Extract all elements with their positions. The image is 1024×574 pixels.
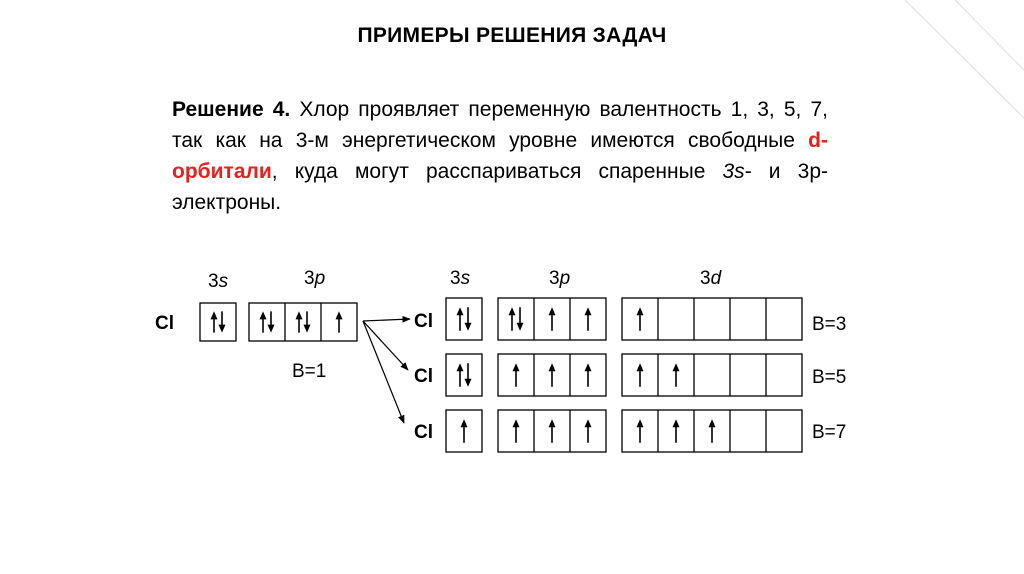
excited-1-3d-orbitals-electron-up-0 (637, 307, 644, 331)
solution-3s: 3s (722, 160, 745, 183)
excited-3-3p-orbitals-electron-up-2 (585, 419, 592, 443)
header-ground-3p: 3p (304, 268, 326, 289)
d-orbital-highlight: d-орбитали (172, 129, 828, 183)
excited-3-3d-orbitals-electron-up-0 (637, 419, 644, 443)
excited-3-3d-orbitals (622, 410, 802, 452)
ground-3s-orbitals-electron-up-0 (211, 311, 218, 332)
valence-excited-1: В=3 (812, 314, 847, 335)
valence-excited-2: В=5 (812, 367, 847, 388)
excited-2-3s-orbitals (446, 354, 482, 396)
solution-text-3: - и 3р-электроны. (172, 160, 828, 214)
excited-2-3p-orbitals-electron-up-2 (585, 363, 592, 387)
excited-2-3s-orbitals-electron-up-0 (457, 363, 464, 387)
valence-ground: В=1 (292, 361, 327, 382)
ground-3p-orbitals-electron-up-2 (336, 311, 343, 332)
excited-1-3s-orbitals-electron-down-0 (465, 307, 472, 331)
excited-1-3s-orbitals (446, 298, 482, 340)
excited-1-3p-orbitals-electron-up-2 (585, 307, 592, 331)
excited-1-3p-orbitals (498, 298, 606, 340)
excited-3-3p-orbitals (498, 410, 606, 452)
excited-3-3d-orbitals-electron-up-1 (673, 419, 680, 443)
ground-3s-orbitals (200, 303, 236, 341)
ground-3p-orbitals-electron-up-1 (296, 311, 303, 332)
header-ground-3s: 3s (208, 271, 229, 292)
transition-arrows (363, 319, 410, 423)
solution-label: Решение 4. (172, 98, 291, 121)
excited-2-3s-orbitals-electron-down-0 (465, 363, 472, 387)
element-label-excited-1: Cl (414, 311, 433, 332)
excited-2-3d-orbitals-electron-up-1 (673, 363, 680, 387)
excited-3-3d-orbitals-electron-up-2 (709, 419, 716, 443)
excited-1-3p-orbitals-electron-up-0 (509, 307, 516, 331)
excited-1-3p-orbitals-electron-down-0 (517, 307, 524, 331)
valence-excited-3: В=7 (812, 422, 847, 443)
solution-text-1: Хлор проявляет переменную валентность 1, 3, 5, 7, так как на 3-м энергетическом уровне имеются свободные (172, 98, 828, 152)
excited-3-3p-orbitals-electron-up-1 (549, 419, 556, 443)
excited-3-3s-orbitals-electron-up-0 (461, 419, 468, 443)
header-excited-3p: 3p (549, 268, 571, 289)
excited-2-3d-orbitals (622, 354, 802, 396)
excited-3-3p-orbitals-electron-up-0 (513, 419, 520, 443)
excited-2-3d-orbitals-electron-up-0 (637, 363, 644, 387)
transition-arrow-to-v5 (363, 321, 408, 370)
ground-3p-orbitals-electron-down-1 (304, 311, 311, 332)
transition-arrow-to-v7 (363, 321, 404, 423)
solution-text-2: , куда могут расспариваться спаренные (271, 160, 723, 183)
ground-3p-orbitals-electron-down-0 (268, 311, 275, 332)
excited-1-3s-orbitals-electron-up-0 (457, 307, 464, 331)
ground-3s-orbitals-electron-down-0 (219, 311, 226, 332)
excited-2-3p-orbitals-electron-up-0 (513, 363, 520, 387)
excited-2-3p-orbitals-electron-up-1 (549, 363, 556, 387)
excited-3-3s-orbitals (446, 410, 482, 452)
header-excited-3d: 3d (700, 268, 722, 289)
ground-3p-orbitals-electron-up-0 (260, 311, 267, 332)
element-label-excited-2: Cl (414, 366, 433, 387)
transition-arrow-to-v3 (363, 319, 410, 321)
header-excited-3s: 3s (450, 268, 471, 289)
page-title: ПРИМЕРЫ РЕШЕНИЯ ЗАДАЧ (357, 24, 667, 47)
excited-1-3p-orbitals-electron-up-1 (549, 307, 556, 331)
excited-2-3p-orbitals (498, 354, 606, 396)
ground-3p-orbitals (249, 303, 357, 341)
element-label-excited-3: Cl (414, 422, 433, 443)
element-label-ground: Cl (155, 313, 174, 334)
excited-1-3d-orbitals (622, 298, 802, 340)
